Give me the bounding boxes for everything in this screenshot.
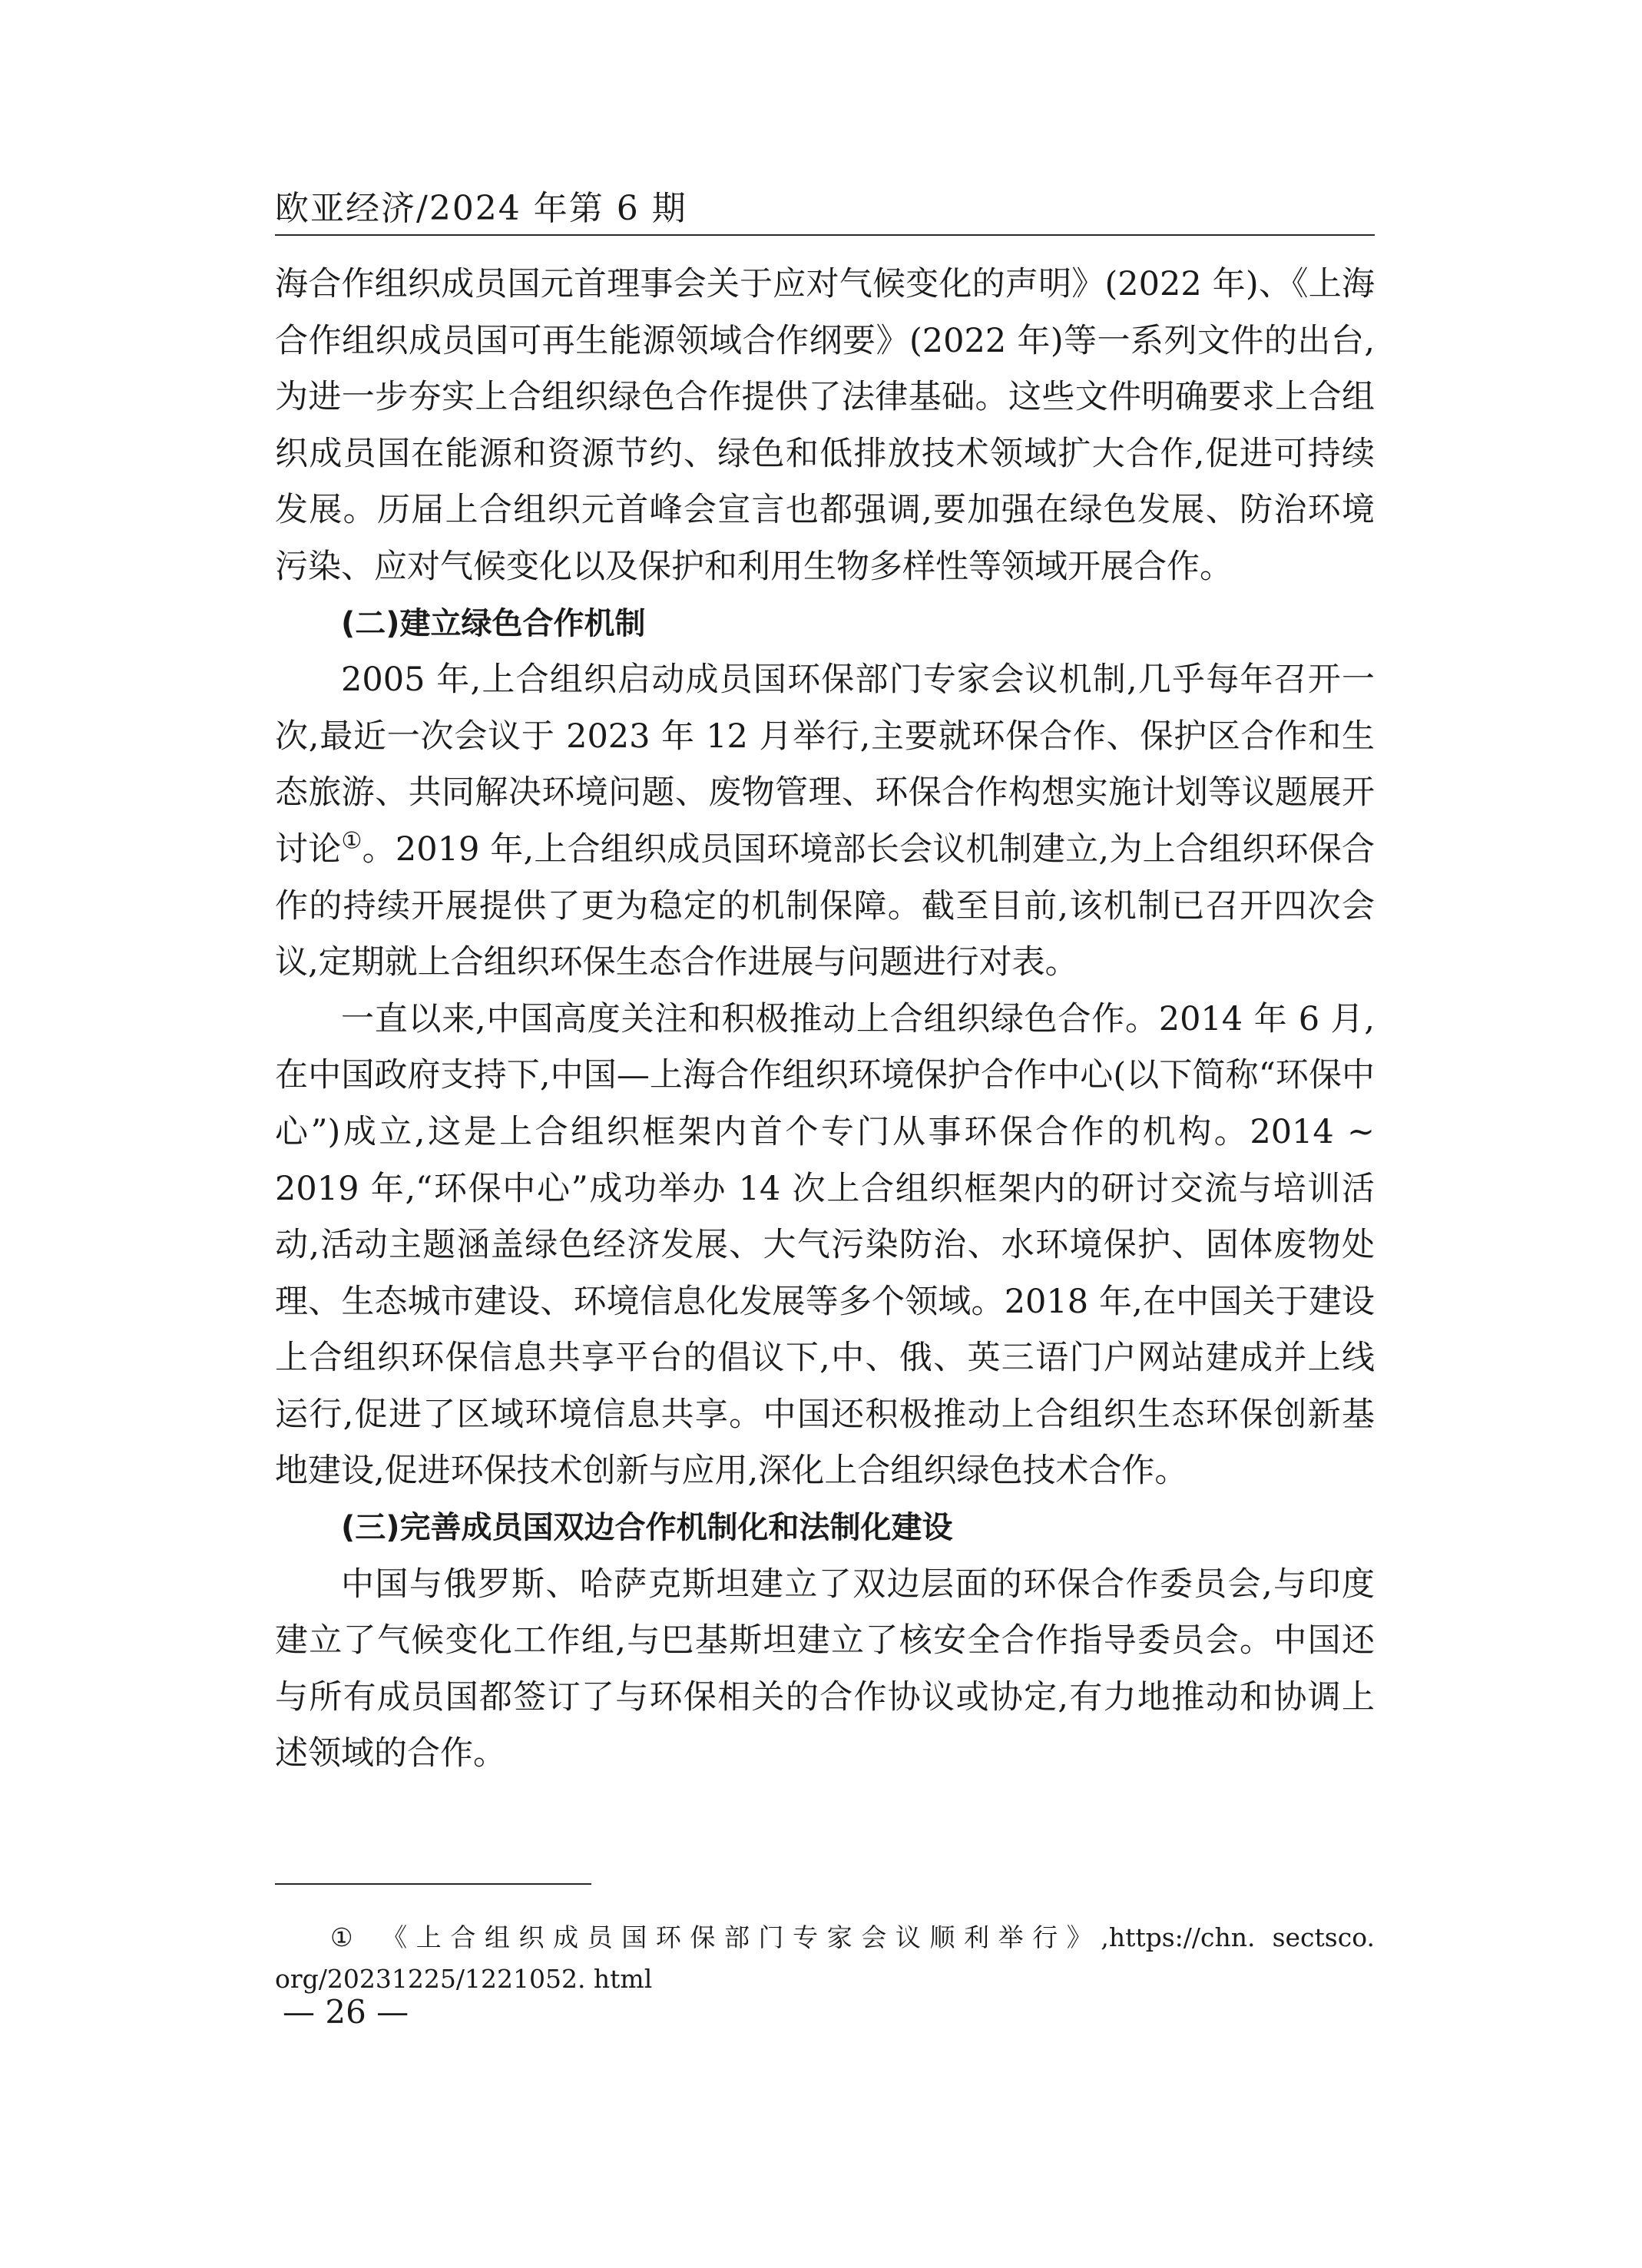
paragraph-china-role: 一直以来,中国高度关注和积极推动上合组织绿色合作。2014 年 6 月,在中国政府支持下,中国—上海合作组织环境保护合作中心(以下简称“环保中心”)成立,这是上合组织框架内首个专门从事环保合作的机构。2014 ~ 2019 年,“环保中心”成功举办 14 次上合组织框架内的研讨交流与培训活动,活动主题涵盖绿色经济发展、大气污染防治、水环境保护、固体废物处理、生态城市建设、环境信息化发展等多个领域。2018 年,在中国关于建设上合组织环保信息共享平台的倡议下,中、俄、英三语门户网站建成并上线运行,促进了区域环境信息共享。中国还积极推动上合组织生态环保创新基地建设,促进环保技术创新与应用,深化上合组织绿色技术合作。 xyxy=(275,999,1375,1491)
paragraph-continuation: 海合作组织成员国元首理事会关于应对气候变化的声明》(2022 年)、《上海合作组织成员国可再生能源领域合作纲要》(2022 年)等一系列文件的出台,为进一步夯实上合组织绿色合作提供了法律基础。这些文件明确要求上合组织成员国在能源和资源节约、绿色和低排放技术领域扩大合作,促进可持续发展。历届上合组织元首峰会宣言也都强调,要加强在绿色发展、防治环境污染、应对气候变化以及保护和利用生物多样性等领域开展合作。 xyxy=(275,265,1375,586)
section-heading-2: (二)建立绿色合作机制 xyxy=(341,605,646,641)
paragraph-mechanism-part-b: 。2019 年,上合组织成员国环境部长会议机制建立,为上合组织环保合作的持续开展提供了更为稳定的机制保障。截至目前,该机制已召开四次会议,定期就上合组织环保生态合作进展与问题进行对表。 xyxy=(275,829,1376,982)
footnote xyxy=(275,1917,1375,2000)
paragraph-mechanism-part-a: 2005 年,上合组织启动成员国环保部门专家会议机制,几乎每年召开一次,最近一次会议于 2023 年 12 月举行,主要就环保合作、保护区合作和生态旅游、共同解决环境问题、废物管理、环保合作构想实施计划等议题展开讨论 xyxy=(275,661,1375,869)
footnote-number: ① xyxy=(330,1922,362,1952)
article-body xyxy=(275,257,1375,1783)
running-head: 欧亚经济/2024 年第 6 期 xyxy=(275,189,687,228)
paragraph-bilateral: 中国与俄罗斯、哈萨克斯坦建立了双边层面的环保合作委员会,与印度建立了气候变化工作组,与巴基斯坦建立了核安全合作指导委员会。中国还与所有成员国都签订了与环保相关的合作协议或协定,有力地推动和协调上述领域的合作。 xyxy=(275,1564,1375,1773)
header-rule xyxy=(275,234,1375,236)
section-heading-3: (三)完善成员国双边合作机制化和法制化建设 xyxy=(341,1510,953,1546)
paragraph-mechanism xyxy=(275,652,1375,992)
page-number: — 26 — xyxy=(283,1993,409,2031)
footnote-text: 《上合组织成员国环保部门专家会议顺利举行》,https://chn. sectsco. org/20231225/1221052. html xyxy=(275,1922,1375,1994)
footnote-rule xyxy=(275,1883,591,1885)
footnote-reference[interactable]: ① xyxy=(341,827,362,855)
